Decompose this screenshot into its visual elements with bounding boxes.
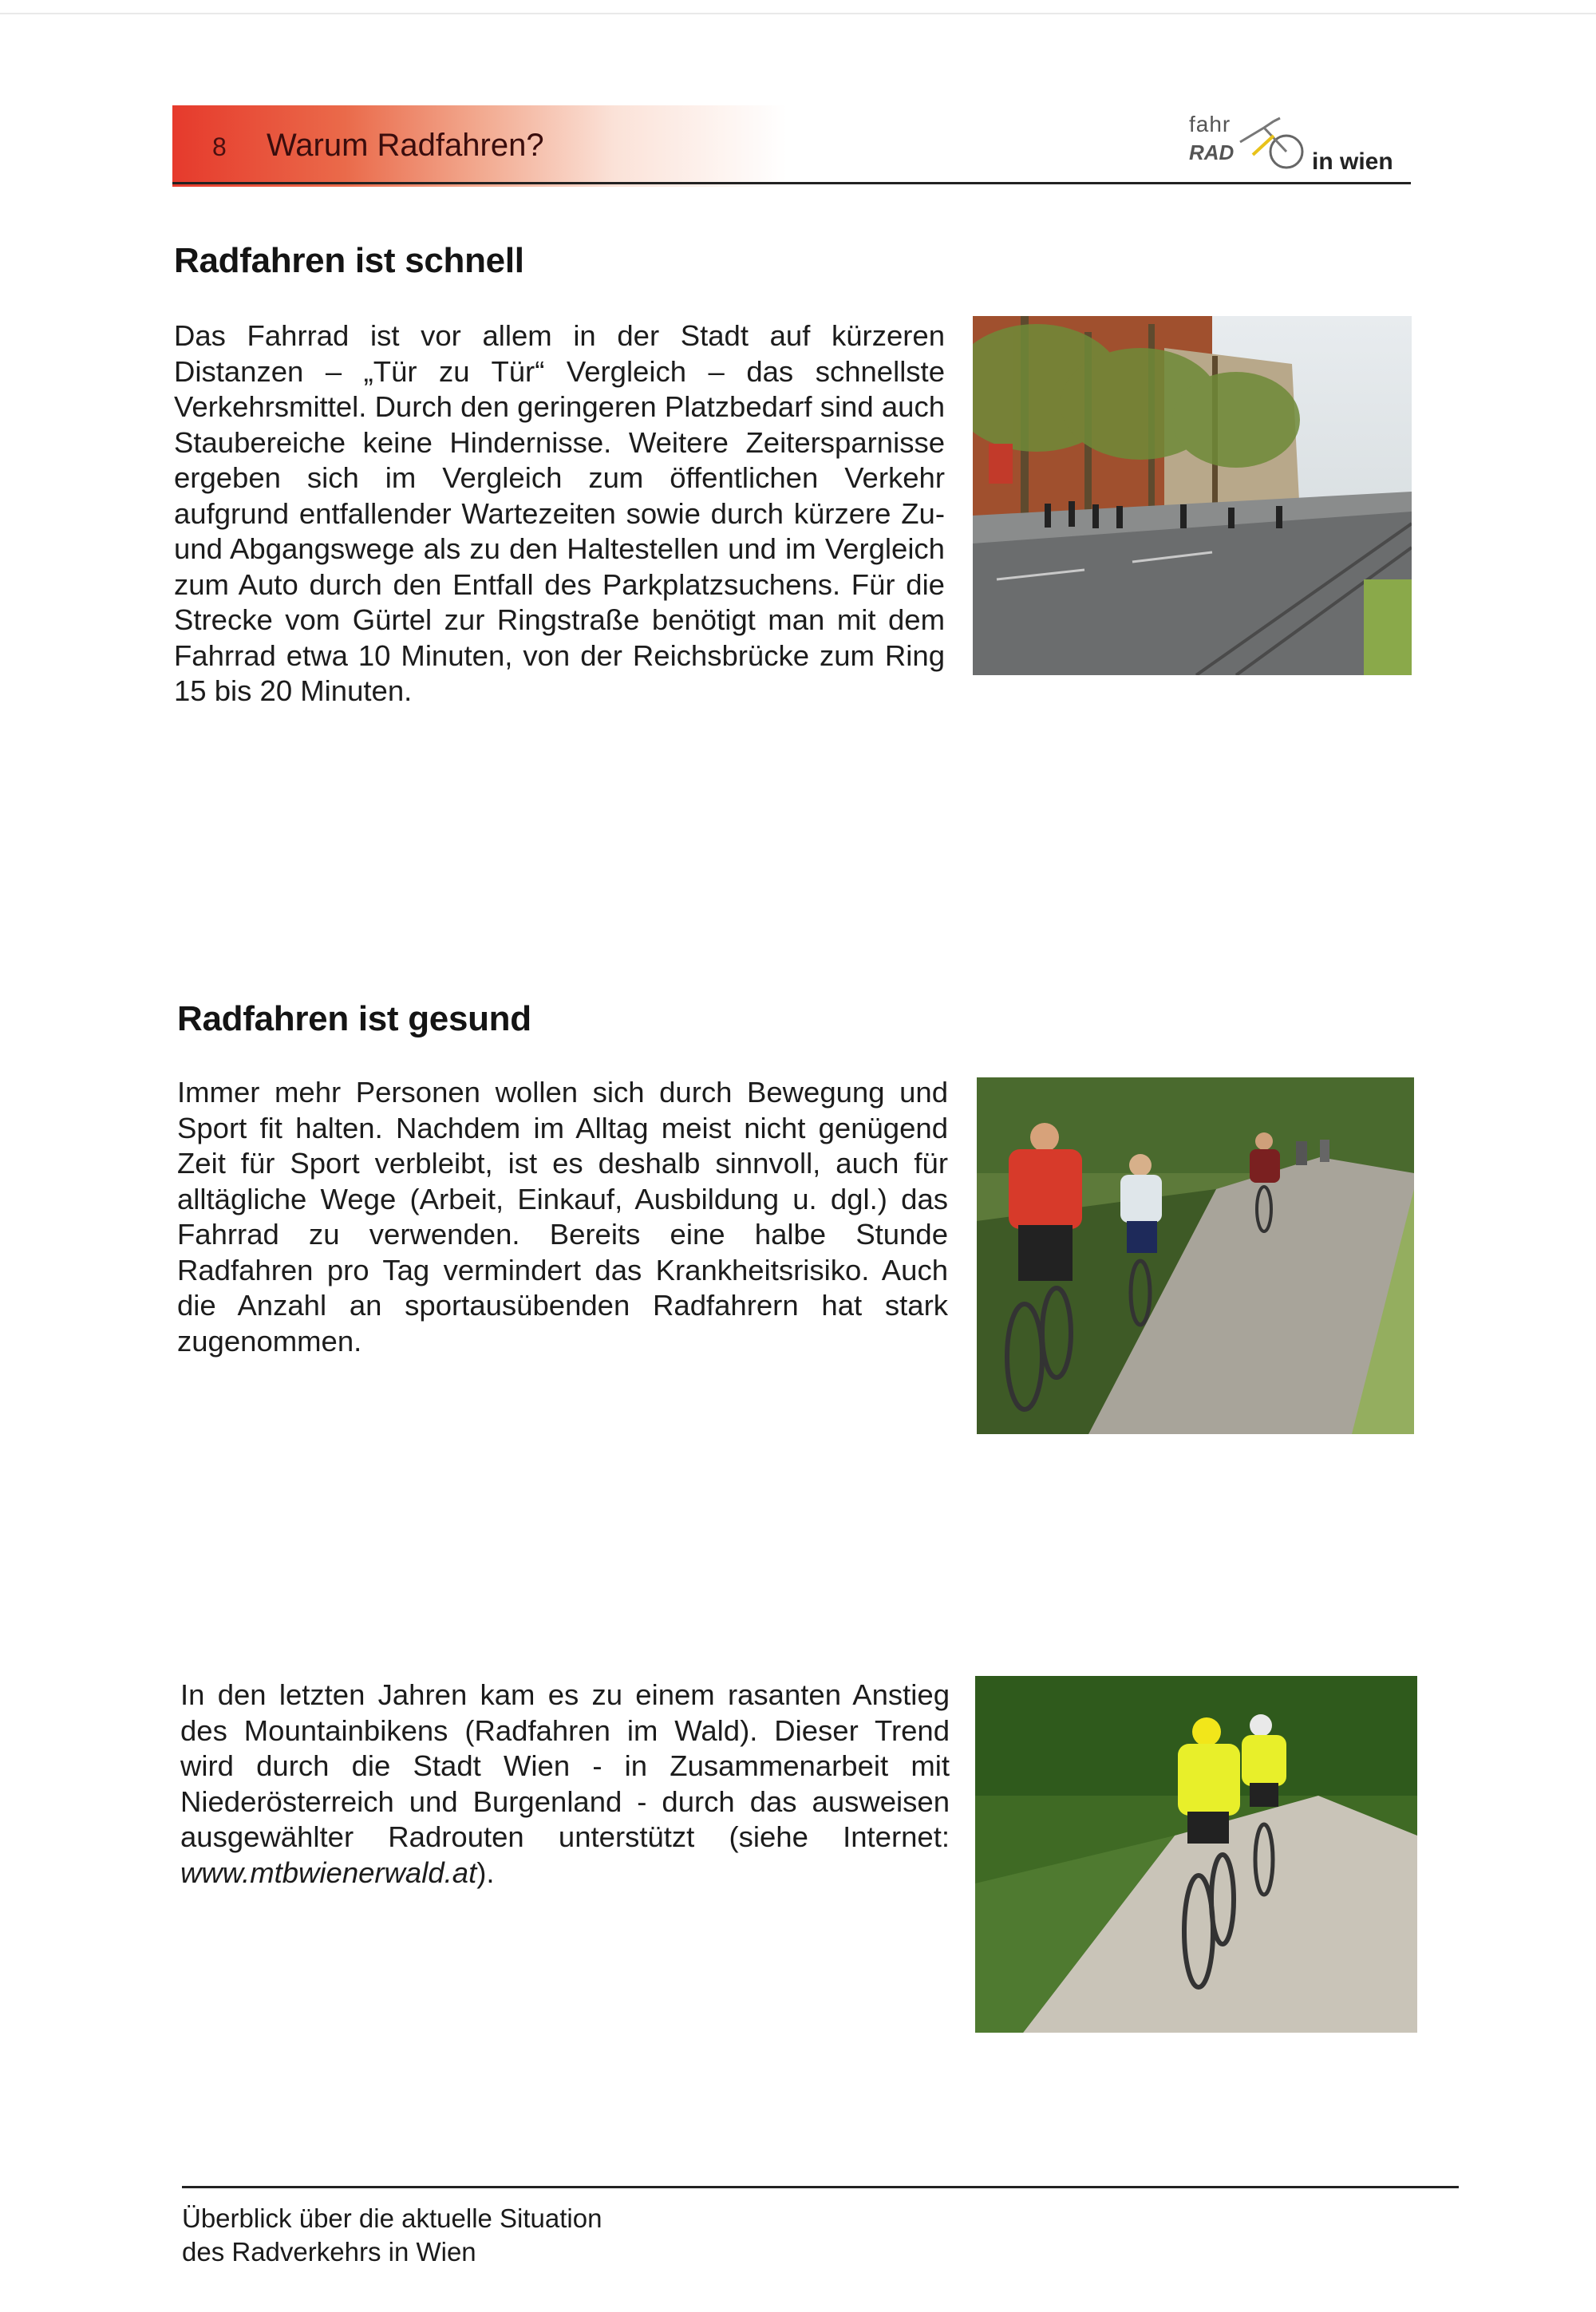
paragraph-mountainbiken-end: ). xyxy=(476,1856,495,1889)
photo-city-street-cyclists xyxy=(973,316,1412,675)
paragraph-schnell: Das Fahrrad ist vor allem in der Stadt auf kürzeren Distanzen – „Tür zu Tür“ Vergleich – das schnellste Verkehrsmittel. Durch den geringeren Platzbedarf sind auch Staubereiche keine Hindernisse. Weitere Zeitersparnisse ergeben sich im Vergleich zum öffentlichen Verkehr aufgrund entfallender Wartezeiten sowie durch kürzere Zu- und Abgangswege als zu den Haltestellen und im Vergleich zum Auto durch den Entfall des Parkplatzsuchens. Für die Strecke vom Gürtel zur Ringstraße benötigt man mit dem Fahrrad etwa 10 Minuten, von der Reichsbrücke zum Ring 15 bis 20 Minuten. xyxy=(174,319,945,707)
logo-text-rad: RAD xyxy=(1189,140,1235,164)
section-title: Warum Radfahren? xyxy=(267,128,544,163)
paragraph-mountainbiken-text: In den letzten Jahren kam es zu einem rasanten Anstieg des Mountainbikens (Radfahren im Wald). Dieser Trend wird durch die Stadt Wien - in Zusammenarbeit mit Niederösterreich und Burgenland - durch das ausweisen ausgewählter Radrouten unterstützt (siehe Internet: xyxy=(180,1678,950,1853)
link-mtbwienerwald[interactable]: www.mtbwienerwald.at xyxy=(180,1856,477,1889)
logo-text-fahr: fahr xyxy=(1189,112,1231,136)
scan-edge-line xyxy=(0,13,1596,14)
heading-radfahren-ist-gesund: Radfahren ist gesund xyxy=(177,999,531,1038)
paragraph-mountainbiken xyxy=(180,1678,950,1891)
photo-mountainbikers xyxy=(975,1676,1417,2033)
header-rule xyxy=(172,182,1411,184)
footer-rule xyxy=(182,2186,1459,2188)
heading-radfahren-ist-schnell: Radfahren ist schnell xyxy=(174,241,524,280)
page-number: 8 xyxy=(212,132,227,161)
photo-cyclists-on-path xyxy=(977,1077,1414,1434)
paragraph-gesund: Immer mehr Personen wollen sich durch Bewegung und Sport fit halten. Nachdem im Alltag meist nicht genügend Zeit für Sport verbleibt, ist es deshalb sinnvoll, auch für alltägliche Wege (Arbeit, Einkauf, Ausbildung u. dgl.) das Fahrrad zu verwenden. Bereits eine halbe Stunde Radfahren pro Tag vermindert das Krankheitsrisiko. Auch die Anzahl an sportausübenden Radfahrern hat stark zugenommen. xyxy=(177,1076,948,1358)
footer-line-1: Überblick über die aktuelle Situation xyxy=(182,2203,602,2233)
logo-text-in-wien: in wien xyxy=(1312,148,1393,175)
footer-line-2: des Radverkehrs in Wien xyxy=(182,2237,476,2267)
